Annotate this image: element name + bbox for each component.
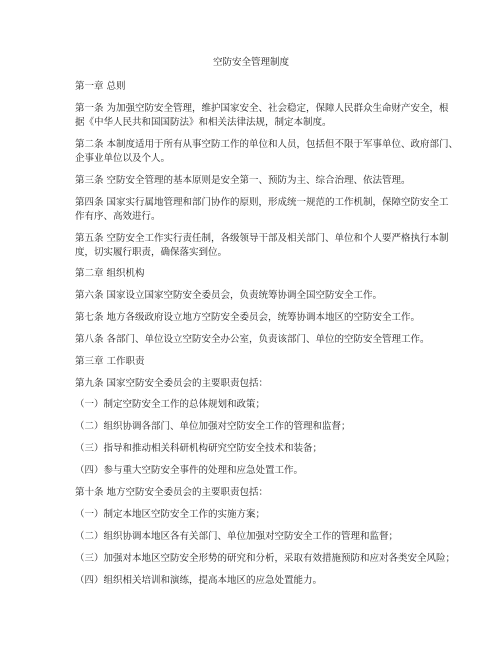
article-paragraph — [75, 289, 425, 303]
text-line: （三）指导和推动相关科研机构研究空防安全技术和装备； — [75, 443, 323, 454]
chapter-heading — [75, 355, 425, 369]
text-line: 第二条 本制度适用于所有从事空防工作的单位和人员，包括但不限于军事单位、政府部门、 — [75, 139, 459, 150]
text-line: 第一条 为加强空防安全管理，维护国家安全、社会稳定，保障人民群众生命财产安全，根 — [75, 103, 449, 114]
list-item — [75, 442, 425, 456]
text-line: （四）组织相关培训和演练，提高本地区的应急处置能力。 — [75, 575, 323, 586]
article-paragraph — [75, 174, 425, 188]
list-item — [75, 574, 425, 588]
text-line: （一）制定空防安全工作的总体规划和政策； — [75, 399, 266, 410]
article-paragraph — [75, 232, 449, 260]
text-line: 第一章 总则 — [75, 81, 126, 92]
document-title: 空防安全管理制度 — [212, 57, 289, 68]
list-item — [75, 508, 425, 522]
text-line: 第三条 空防安全管理的基本原则是安全第一、预防为主、综合治理、依法管理。 — [75, 175, 411, 186]
list-item — [75, 530, 425, 544]
text-line: 第四条 国家实行属地管理和部门协作的原则，形成统一规范的工作机制，保障空防安全工 — [75, 197, 449, 208]
text-line: 据《中华人民共和国国防法》和相关法律法规，制定本制度。 — [75, 117, 332, 128]
article-paragraph — [75, 333, 430, 347]
list-item — [75, 552, 456, 566]
text-line: 第二章 组织机构 — [75, 268, 145, 279]
text-line: （二）组织协调各部门、单位加强对空防安全工作的管理和监督； — [75, 421, 351, 432]
text-line: （三）加强对本地区空防安全形势的研究和分析，采取有效措施预防和应对各类安全风险； — [75, 553, 456, 564]
text-line: 第八条 各部门、单位设立空防安全办公室，负责该部门、单位的空防安全管理工作。 — [75, 334, 430, 345]
article-paragraph — [75, 486, 425, 500]
article-paragraph — [75, 102, 449, 130]
chapter-heading — [75, 80, 425, 94]
text-line: （四）参与重大空防安全事件的处理和应急处置工作。 — [75, 465, 304, 476]
article-paragraph — [75, 138, 459, 166]
text-line: 第十条 地方空防安全委员会的主要职责包括： — [75, 487, 269, 498]
text-line: 第九条 国家空防安全委员会的主要职责包括： — [75, 378, 269, 389]
article-paragraph — [75, 377, 425, 391]
article-paragraph — [75, 311, 425, 325]
text-line: 第六条 国家设立国家空防安全委员会，负责统筹协调全国空防安全工作。 — [75, 290, 383, 301]
text-line: 第五条 空防安全工作实行责任制，各级领导干部及相关部门、单位和个人要严格执行本制 — [75, 233, 449, 244]
chapter-heading — [75, 267, 425, 281]
text-line: 企事业单位以及个人。 — [75, 153, 171, 164]
list-item — [75, 464, 425, 478]
text-line: 第七条 地方各级政府设立地方空防安全委员会，统筹协调本地区的空防安全工作。 — [75, 312, 421, 323]
text-line: 度，切实履行职责，确保落实到位。 — [75, 247, 228, 258]
text-line: （一）制定本地区空防安全工作的实施方案； — [75, 509, 266, 520]
text-line: （二）组织协调本地区各有关部门、单位加强对空防安全工作的管理和监督； — [75, 531, 399, 542]
list-item — [75, 420, 425, 434]
article-paragraph — [75, 196, 449, 224]
text-line: 第三章 工作职责 — [75, 356, 145, 367]
text-line: 作有序、高效进行。 — [75, 211, 161, 222]
list-item — [75, 398, 425, 412]
